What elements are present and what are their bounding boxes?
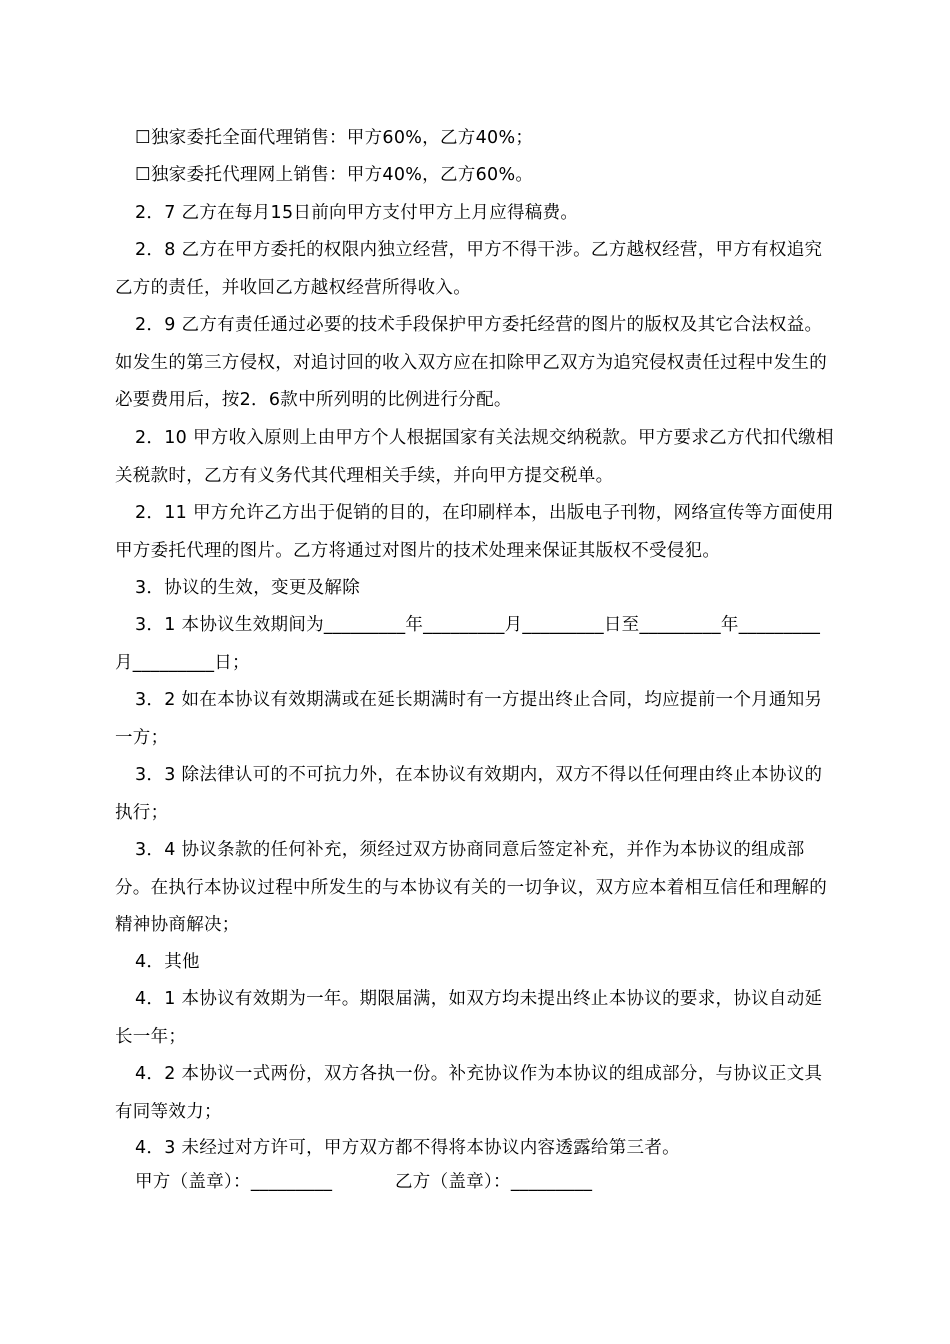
clause-4-3: 4．3 未经过对方许可，甲方双方都不得将本协议内容透露给第三者。: [135, 1138, 680, 1158]
section-3-heading: 3．协议的生效，变更及解除: [135, 578, 361, 598]
clause-2-10: 2．10 甲方收入原则上由甲方个人根据国家有关法规交纳税款。甲方要求乙方代扣代缴相关税款时，乙方有义务代其代理相关手续，并向甲方提交税单。: [115, 428, 834, 486]
clause-4-2: 4．2 本协议一式两份，双方各执一份。补充协议作为本协议的组成部分，与协议正文具有同等效力；: [115, 1064, 823, 1122]
clause-4-1: 4．1 本协议有效期为一年。期限届满，如双方均未提出终止本协议的要求，协议自动延长一年；: [115, 989, 823, 1047]
party-a-signature: 甲方（盖章）：_________: [135, 1172, 333, 1192]
clause-3-4: 3．4 协议条款的任何补充，须经过双方协商同意后签定补充，并作为本协议的组成部分。在执行本协议过程中所发生的与本协议有关的一切争议，双方应本着相互信任和理解的精神协商解决；: [115, 840, 827, 935]
clause-2-11: 2．11 甲方允许乙方出于促销的目的，在印刷样本，出版电子刊物，网络宣传等方面使用甲方委托代理的图片。乙方将通过对图片的技术处理来保证其版权不受侵犯。: [115, 503, 834, 561]
option-exclusive-full-agency: ☐独家委托全面代理销售：甲方60%，乙方40%；: [135, 128, 534, 148]
section-4-heading: 4．其他: [135, 952, 200, 972]
clause-2-9: 2．9 乙方有责任通过必要的技术手段保护甲方委托经营的图片的版权及其它合法权益。如发生的第三方侵权，对追讨回的收入双方应在扣除甲乙双方为追究侵权责任过程中发生的必要费用后，按2．6款中所列明的比例进行分配。: [115, 315, 827, 410]
party-b-signature: 乙方（盖章）：_________: [395, 1172, 593, 1192]
clause-3-3: 3．3 除法律认可的不可抗力外，在本协议有效期内，双方不得以任何理由终止本协议的执行；: [115, 765, 823, 823]
clause-3-1: 3．1 本协议生效期间为_________年_________月_________日至_________年_________月_________日；: [115, 615, 821, 673]
clause-3-2: 3．2 如在本协议有效期满或在延长期满时有一方提出终止合同，均应提前一个月通知另一方；: [115, 690, 823, 748]
clause-2-8: 2．8 乙方在甲方委托的权限内独立经营，甲方不得干涉。乙方越权经营，甲方有权追究乙方的责任，并收回乙方越权经营所得收入。: [115, 240, 823, 298]
clause-2-7: 2．7 乙方在每月15日前向甲方支付甲方上月应得稿费。: [135, 203, 579, 223]
option-exclusive-online-agency: ☐独家委托代理网上销售：甲方40%，乙方60%。: [135, 165, 534, 185]
